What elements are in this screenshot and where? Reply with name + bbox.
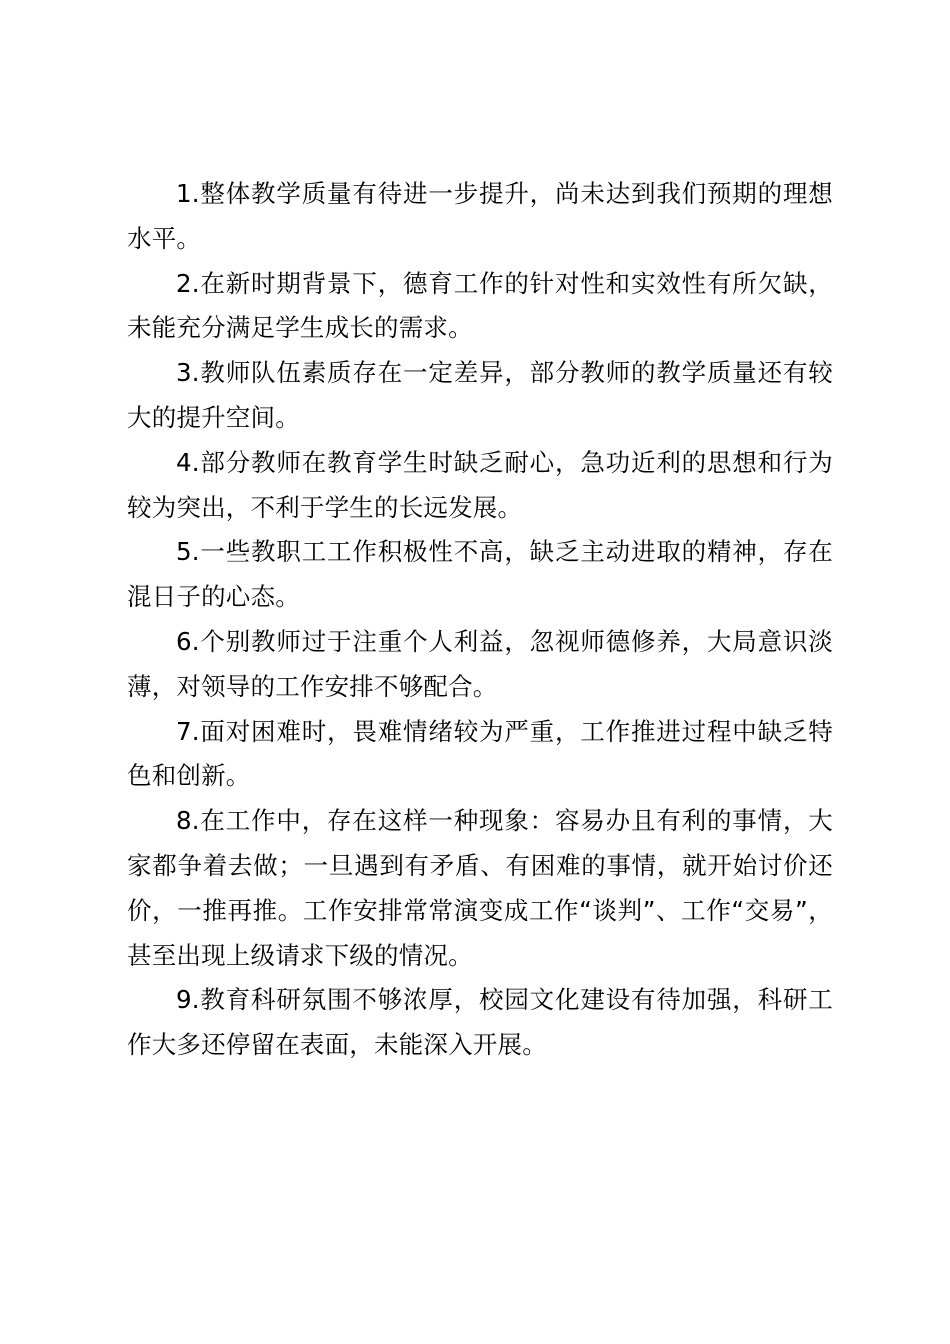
- list-item-9: 9.教育科研氛围不够浓厚，校园文化建设有待加强，科研工作大多还停留在表面，未能深入开展。: [127, 985, 833, 1060]
- list-item-8: 8.在工作中，存在这样一种现象：容易办且有利的事情，大家都争着去做；一旦遇到有矛盾、有困难的事情，就开始讨价还价，一推再推。工作安排常常演变成工作“谈判”、工作“交易”，甚至出现上级请求下级的情况。: [127, 806, 833, 970]
- list-item-6: 6.个别教师过于注重个人利益，忽视师德修养，大局意识淡薄，对领导的工作安排不够配合。: [127, 626, 833, 701]
- list-item-7: 7.面对困难时，畏难情绪较为严重，工作推进过程中缺乏特色和创新。: [127, 716, 833, 791]
- list-item-2: 2.在新时期背景下，德育工作的针对性和实效性有所欠缺，未能充分满足学生成长的需求。: [127, 268, 833, 343]
- list-item-3: 3.教师队伍素质存在一定差异，部分教师的教学质量还有较大的提升空间。: [127, 358, 833, 432]
- list-item-4: 4.部分教师在教育学生时缺乏耐心，急功近利的思想和行为较为突出，不利于学生的长远发展。: [127, 447, 833, 522]
- document-body: [127, 172, 833, 1068]
- list-item-1: 1.整体教学质量有待进一步提升，尚未达到我们预期的理想水平。: [127, 179, 833, 253]
- list-item-5: 5.一些教职工工作积极性不高，缺乏主动进取的精神，存在混日子的心态。: [127, 537, 833, 612]
